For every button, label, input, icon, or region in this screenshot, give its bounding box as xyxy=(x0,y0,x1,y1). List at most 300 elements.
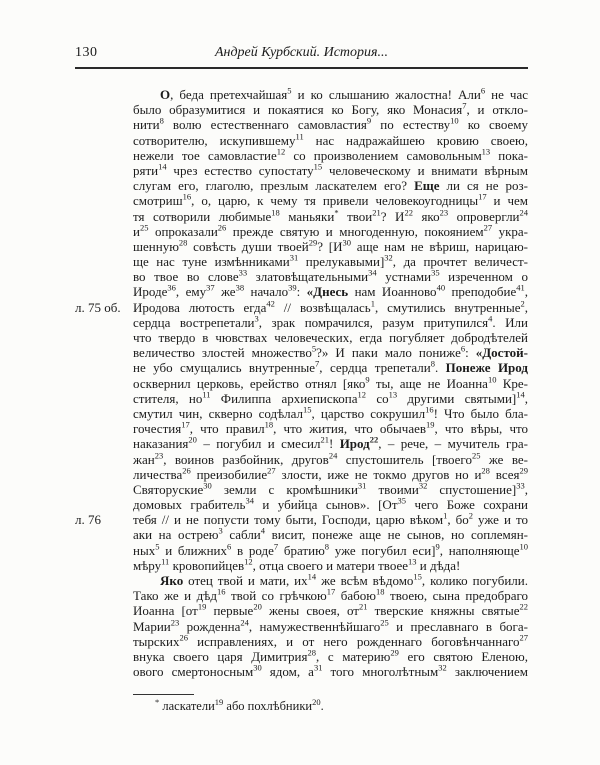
text-segment: , царство сокрушил xyxy=(311,405,426,421)
footnote-ref: 22 xyxy=(404,207,413,218)
text-line xyxy=(133,482,528,497)
footnote-ref: 4 xyxy=(488,313,493,324)
footnote-ref: 23 xyxy=(170,617,180,628)
text-segment: // возвѣщалась xyxy=(274,299,371,315)
footnote-ref: 20 xyxy=(188,434,197,445)
text-segment: , беда претехчайшая xyxy=(170,87,288,102)
text-segment: Марии xyxy=(133,618,171,634)
footnote-ref: 32 xyxy=(438,662,447,673)
text-segment: же ве- xyxy=(480,451,528,467)
footnote-ref: 14 xyxy=(158,161,167,172)
footnote-ref: 16 xyxy=(182,191,192,202)
text-segment: . Или xyxy=(492,314,528,330)
footnote-ref: 22 xyxy=(369,434,379,445)
footnote-ref: 5 xyxy=(155,541,160,552)
text-segment: , и откло- xyxy=(466,102,528,118)
footnote-ref: 4 xyxy=(260,526,266,537)
text-line xyxy=(133,269,528,284)
text-segment: его святою Еленою, xyxy=(398,648,528,664)
text-segment: , сердца трепетали xyxy=(319,360,431,376)
text-line xyxy=(133,543,528,558)
text-line xyxy=(133,649,528,664)
text-segment: тебя // и не попусти тому быти, Господи, царю вѣком xyxy=(133,512,444,528)
text-segment: в роде xyxy=(231,542,274,558)
footnote-ref: 6 xyxy=(480,85,486,96)
text-segment: тверские княжны святые xyxy=(367,603,520,619)
text-segment: волю естественнаго самовластия xyxy=(163,117,367,133)
text-segment: сотворителю, искупившему xyxy=(133,132,296,148)
text-segment: прежде святую и многоденную, покоянием xyxy=(226,223,484,239)
text-segment: и ко слышанию жалостна! Али xyxy=(291,87,481,102)
text-line xyxy=(133,330,528,345)
footnote-ref: 35 xyxy=(431,267,440,278)
text-segment: бабою xyxy=(335,588,376,604)
footnote-separator-rule xyxy=(133,694,194,695)
text-segment: твоими xyxy=(366,481,419,497)
footnote-ref: 28 xyxy=(481,465,490,476)
text-segment: личества xyxy=(133,466,183,482)
text-segment: Иродова лютость егда xyxy=(133,299,267,315)
footnote-ref: 33 xyxy=(238,267,248,278)
footnote-ref: 15 xyxy=(303,404,312,415)
footnote-ref: 9 xyxy=(435,541,440,552)
footnote-ref: 10 xyxy=(487,374,497,385)
footnote-ref: 17 xyxy=(478,191,487,202)
page-number: 130 xyxy=(75,45,98,60)
footnote-ref: 30 xyxy=(203,480,212,491)
text-segment: Яко xyxy=(160,573,184,588)
footnote-ref: 39 xyxy=(288,283,297,294)
text-segment: же xyxy=(214,284,236,300)
text-line xyxy=(75,298,528,315)
text-segment: опровергли xyxy=(448,208,520,224)
text-segment: , смутились внутренные xyxy=(374,299,521,315)
text-line xyxy=(133,467,528,482)
footnote-ref: 8 xyxy=(159,116,164,127)
text-segment: и преславнаго в бога- xyxy=(388,618,528,634)
footnote-ref: 11 xyxy=(161,556,170,567)
footnote-ref: 5 xyxy=(311,343,317,354)
text-segment: шенную xyxy=(133,238,179,254)
text-segment: , xyxy=(524,390,528,406)
text-segment: уже и то xyxy=(473,512,528,528)
text-segment: ? [И xyxy=(317,238,343,254)
text-segment: ще нас туне измѣнниками xyxy=(133,254,290,270)
text-segment: твои xyxy=(338,208,373,224)
text-line xyxy=(133,133,528,148)
text-line xyxy=(133,345,528,360)
text-segment: ! Что было бла- xyxy=(433,405,528,421)
text-segment: чрез естество супостату xyxy=(166,162,314,178)
text-segment: во твое во слове xyxy=(133,269,239,285)
text-segment: величество злостей множество xyxy=(133,345,312,361)
text-segment: спустошитель [твоего xyxy=(337,451,472,467)
footnote-ref: 23 xyxy=(439,207,449,218)
text-segment: : xyxy=(465,345,476,361)
footnote-ref: 19 xyxy=(197,602,207,613)
text-segment: ли ся не роз- xyxy=(439,178,528,194)
text-line xyxy=(133,360,528,375)
text-segment: , о, царю, к чему тя привели человекоугодницы xyxy=(191,193,479,209)
text-segment: , ему xyxy=(175,284,207,300)
text-segment: отец твой и мати, их xyxy=(183,573,308,588)
footnote-ref: 8 xyxy=(430,359,435,370)
text-segment: нам Иоанново xyxy=(348,284,437,300)
text-line xyxy=(133,376,528,391)
text-segment: стителя, но xyxy=(133,390,203,406)
footnote-ref: 23 xyxy=(154,450,164,461)
footnote-ref: 19 xyxy=(426,419,435,430)
footnote-ref: 36 xyxy=(167,283,176,294)
text-line xyxy=(133,619,528,634)
footnote-ref: 31 xyxy=(357,480,367,491)
text-segment: другими святыми] xyxy=(397,390,517,406)
footnote-ref: 30 xyxy=(253,662,262,673)
footnote-ref: 31 xyxy=(313,662,323,673)
footnote-ref: 24 xyxy=(328,450,338,461)
text-line xyxy=(133,87,528,102)
text-segment: внука своего царя Димитрия xyxy=(133,648,308,664)
footnote-ref: 27 xyxy=(483,222,493,233)
footnote-ref: 11 xyxy=(202,389,211,400)
text-segment: спустошение] xyxy=(427,481,517,497)
text-segment: Еще xyxy=(414,178,440,194)
footnote-ref: 1 xyxy=(370,298,375,309)
footnote-ref: 37 xyxy=(206,283,215,294)
footnote-ref: 10 xyxy=(519,541,528,552)
text-segment: смутил чин, скверно содѣлал xyxy=(133,405,303,421)
text-segment: заключением xyxy=(446,664,528,680)
footnote-ref: 25 xyxy=(471,450,481,461)
text-line xyxy=(133,664,528,679)
footnote-ref: 21 xyxy=(358,602,368,613)
footnote-ref: 20 xyxy=(312,696,321,707)
footnote-ref: 12 xyxy=(244,556,253,567)
text-segment: наказания xyxy=(133,436,189,452)
text-segment: опроказали xyxy=(148,223,218,239)
footnote-ref: 40 xyxy=(436,283,446,294)
footnote-ref: 17 xyxy=(326,586,336,597)
text-segment: твоею, сына предобраго xyxy=(384,588,528,604)
text-segment: земли с кромѣшники xyxy=(211,481,358,497)
text-segment: и чем xyxy=(486,193,528,209)
footnote-ref: 12 xyxy=(276,146,286,157)
text-segment: начало xyxy=(244,284,289,300)
footnote-ref: 31 xyxy=(289,252,299,263)
text-line xyxy=(133,163,528,178)
footnote-ref: 26 xyxy=(182,465,191,476)
text-segment: Понеже Ирод xyxy=(445,360,528,376)
text-segment: ласкатели xyxy=(159,699,215,713)
text-segment: аки на острею xyxy=(133,527,219,543)
text-line xyxy=(133,148,528,163)
text-segment: того многолѣтным xyxy=(322,664,439,680)
text-segment: маньяки xyxy=(279,208,335,224)
footnote-ref: * xyxy=(334,207,339,218)
text-segment: , с материю xyxy=(316,648,391,664)
footnote-ref: 6 xyxy=(460,343,466,354)
text-line xyxy=(133,284,528,299)
text-segment: , колико погубили. xyxy=(421,573,528,588)
footnote-ref: 10 xyxy=(450,116,459,127)
footnote-ref: 30 xyxy=(342,237,352,248)
text-line xyxy=(133,193,528,208)
text-segment: , зрак помрачился, разум притупился xyxy=(258,314,489,330)
text-segment: , что правил xyxy=(189,421,265,437)
text-segment: ?» И паки мало пониже xyxy=(316,345,461,361)
footnote-ref: 32 xyxy=(418,480,428,491)
text-line xyxy=(133,634,528,649)
text-segment: , намужественнѣйшаго xyxy=(248,618,381,634)
text-line xyxy=(133,178,528,193)
text-segment: и ближних xyxy=(159,542,228,558)
footnote-ref: 7 xyxy=(462,100,467,111)
text-line xyxy=(133,406,528,421)
text-segment: ты, аще не Иоанна xyxy=(369,375,488,391)
text-segment: твой со грѣчкою xyxy=(225,588,327,604)
text-segment: прелукавыми] xyxy=(298,254,385,270)
text-segment: не убо смущались внутренные xyxy=(133,360,316,376)
text-segment: всея xyxy=(489,466,520,482)
text-segment: Тако же и дѣд xyxy=(133,588,217,604)
footnote-ref: 41 xyxy=(516,283,525,294)
text-segment: со произволением самовольным xyxy=(285,147,482,163)
text-segment: Кре- xyxy=(496,375,528,391)
footnote-ref: 3 xyxy=(218,526,223,537)
text-segment: тырских xyxy=(133,633,180,649)
footnote-ref: 12 xyxy=(357,389,367,400)
footnote-ref: 7 xyxy=(273,541,279,552)
text-segment: : xyxy=(296,284,307,300)
footnote-ref: 15 xyxy=(413,571,422,582)
text-segment: . xyxy=(320,699,324,713)
footnote-ref: 19 xyxy=(214,696,224,707)
text-segment: и убийца сынов». [От xyxy=(253,497,398,513)
text-segment: висит, понеже аще не сынов, но соплемян- xyxy=(265,527,529,543)
text-line xyxy=(133,527,528,542)
footnote-ref: 25 xyxy=(380,617,389,628)
text-line xyxy=(133,239,528,254)
text-line xyxy=(133,588,528,603)
text-segment: исправлениях, и от него рожденнаго боговѣнчаннаго xyxy=(187,633,520,649)
text-segment: , воинов разбойник, другов xyxy=(163,451,329,467)
text-segment: тя сотворили любимые xyxy=(133,208,272,224)
text-segment: О xyxy=(160,87,171,102)
footnote-ref: 16 xyxy=(425,404,434,415)
footnote-ref: 25 xyxy=(139,222,149,233)
footnote-ref: 14 xyxy=(307,571,317,582)
text-segment: изреченном о xyxy=(439,269,528,285)
text-line xyxy=(133,391,528,406)
footnote-ref: 32 xyxy=(384,252,393,263)
text-segment: «Днесь xyxy=(306,284,349,300)
running-title: Андрей Курбский. История... xyxy=(214,45,389,60)
folio-margin-note: л. 75 об. xyxy=(75,299,121,315)
footnote-ref: 29 xyxy=(390,647,399,658)
text-block xyxy=(75,85,529,680)
footnote-ref: 29 xyxy=(519,465,528,476)
text-segment: злости, иже не токмо другов но и xyxy=(275,466,482,482)
footnote-ref: 2 xyxy=(468,510,474,521)
text-segment: златовѣщательными xyxy=(247,269,369,285)
footnote-ref: 8 xyxy=(324,541,330,552)
text-segment: «Достой- xyxy=(475,345,528,361)
text-segment: укра- xyxy=(492,223,529,239)
footnote-ref: 22 xyxy=(519,602,528,613)
text-segment: ? И xyxy=(380,208,405,224)
text-line xyxy=(133,209,528,224)
footnote-ref: 34 xyxy=(368,267,377,278)
footnote-ref: 16 xyxy=(216,586,226,597)
text-segment: и xyxy=(133,223,140,239)
footnote-ref: 21 xyxy=(320,434,329,445)
text-segment: человеческому и внимати вѣрным xyxy=(322,162,528,178)
text-line xyxy=(133,558,528,573)
text-line xyxy=(133,102,528,117)
text-segment: ового смертоносным xyxy=(133,664,254,680)
footnote-ref: 21 xyxy=(372,207,381,218)
footnote-ref: 18 xyxy=(271,207,280,218)
text-segment: уже погубил еси] xyxy=(329,542,436,558)
footnote-ref: 13 xyxy=(481,146,491,157)
text-segment: мѣру xyxy=(133,557,162,573)
text-segment: нас надражайшею кровию своею, xyxy=(303,132,528,148)
footnote-ref: 20 xyxy=(253,602,262,613)
text-line xyxy=(75,510,528,528)
footnote-ref: 27 xyxy=(519,632,528,643)
footnote-ref: 13 xyxy=(408,556,417,567)
text-segment: , xyxy=(524,299,528,315)
text-segment: , да прочтет величест- xyxy=(392,254,528,270)
footnote-ref: 17 xyxy=(181,419,190,430)
text-segment: рожденна xyxy=(179,618,241,634)
footnote-ref: 27 xyxy=(267,465,276,476)
footnote-ref: 5 xyxy=(287,85,292,96)
footnote-ref: 24 xyxy=(519,207,529,218)
footnote-ref: 26 xyxy=(217,222,227,233)
text-segment: было образумитися и покаятися ко Богу, яко Монасия xyxy=(133,102,463,118)
text-segment: пока- xyxy=(490,147,528,163)
text-segment: первые xyxy=(206,603,254,619)
footnote-ref: 11 xyxy=(295,131,304,142)
page-header xyxy=(75,45,528,63)
text-segment: гочестия xyxy=(133,421,182,437)
footnote-ref: 28 xyxy=(307,647,316,658)
footnote-ref: * xyxy=(155,696,160,707)
text-segment: ряти xyxy=(133,162,159,178)
text-segment: Ироде xyxy=(133,284,168,300)
footnote-ref: 15 xyxy=(313,161,323,172)
footnote-ref: 29 xyxy=(308,237,318,248)
text-segment: , что жития, что обычаев xyxy=(273,421,426,437)
text-segment: осквернил церковь, ерейство отнял [яко xyxy=(133,375,366,391)
footnote-ref: 1 xyxy=(443,510,448,521)
text-segment: , xyxy=(524,481,528,497)
text-segment: , наполняюще xyxy=(439,542,520,558)
text-line xyxy=(133,117,528,132)
text-segment: ко своему xyxy=(458,117,528,133)
text-segment: смотриш xyxy=(133,193,183,209)
text-segment: яко xyxy=(412,208,440,224)
text-segment: Филиппа архиепископа xyxy=(210,390,358,406)
text-segment: домовых грабитель xyxy=(133,497,246,513)
text-segment: нити xyxy=(133,117,160,133)
footnote-ref: 24 xyxy=(240,617,249,628)
text-segment: жены своея, от xyxy=(261,603,359,619)
text-line xyxy=(133,224,528,239)
text-segment: або похлѣбники xyxy=(223,699,313,713)
text-line xyxy=(133,452,528,467)
footnote-ref: 18 xyxy=(264,419,274,430)
footnote-ref: 14 xyxy=(516,389,525,400)
footnote-ref: 3 xyxy=(254,313,259,324)
text-segment: Святоруские xyxy=(133,481,204,497)
footnote-ref: 2 xyxy=(520,298,525,309)
text-segment: преизобилие xyxy=(190,466,268,482)
text-segment: устнами xyxy=(376,269,432,285)
text-segment: кровопийцев xyxy=(169,557,245,573)
text-segment: совѣсть души твоей xyxy=(187,238,309,254)
text-segment: аще нам не вѣриш, нарицаю- xyxy=(351,238,528,254)
text-segment: сердца вострепетали xyxy=(133,314,255,330)
text-segment: что твердо в чювствах человеческих, егда погубляет добродѣтелей xyxy=(133,330,528,345)
text-segment: братию xyxy=(278,542,325,558)
text-line xyxy=(133,603,528,618)
footnote-ref: 34 xyxy=(245,495,254,506)
footnote-ref: 9 xyxy=(366,116,372,127)
text-segment: , отца своего и матери твоее xyxy=(252,557,409,573)
text-segment: же всѣм вѣдомо xyxy=(316,573,414,588)
text-segment: , бо xyxy=(447,512,469,528)
text-segment: нежели тое самовластие xyxy=(133,147,277,163)
text-segment: Иоанна [от xyxy=(133,603,198,619)
footnote xyxy=(133,696,528,714)
text-line xyxy=(133,254,528,269)
text-segment: , – рече, – мучитель гра- xyxy=(378,436,528,452)
text-segment: ! xyxy=(328,436,340,452)
footnote-ref: 38 xyxy=(235,283,245,294)
text-segment: . xyxy=(434,360,446,376)
footnote-ref: 13 xyxy=(388,389,398,400)
footnote-ref: 42 xyxy=(266,298,275,309)
text-segment: не час xyxy=(485,87,529,102)
text-segment: со xyxy=(366,390,389,406)
text-segment: по естеству xyxy=(371,117,451,133)
text-line xyxy=(133,315,528,330)
folio-margin-note: л. 76 xyxy=(75,512,101,528)
text-segment: слугам его, глаголю, презлым ласкателем его? xyxy=(133,178,415,194)
footnote-ref: 9 xyxy=(365,374,370,385)
text-segment: преподобие xyxy=(445,284,517,300)
footnote-ref: 35 xyxy=(397,495,406,506)
header-rule xyxy=(75,67,528,69)
footnote-ref: 18 xyxy=(376,586,385,597)
text-segment: , что вѣры, что xyxy=(434,421,529,437)
text-segment: , xyxy=(524,284,528,300)
text-segment: чего Боже сохрани xyxy=(406,497,528,513)
text-segment: ных xyxy=(133,542,156,558)
footnote-ref: 33 xyxy=(516,480,525,491)
text-segment: ядом, а xyxy=(261,664,314,680)
footnote-ref: 26 xyxy=(179,632,188,643)
footnote-ref: 7 xyxy=(315,359,320,370)
text-segment: и дѣда! xyxy=(416,557,461,573)
footnote-ref: 6 xyxy=(227,541,232,552)
footnote-ref: 28 xyxy=(178,237,188,248)
text-segment: жан xyxy=(133,451,155,467)
text-segment: сабли xyxy=(222,527,261,543)
text-segment: – погубил и смесил xyxy=(196,436,321,452)
